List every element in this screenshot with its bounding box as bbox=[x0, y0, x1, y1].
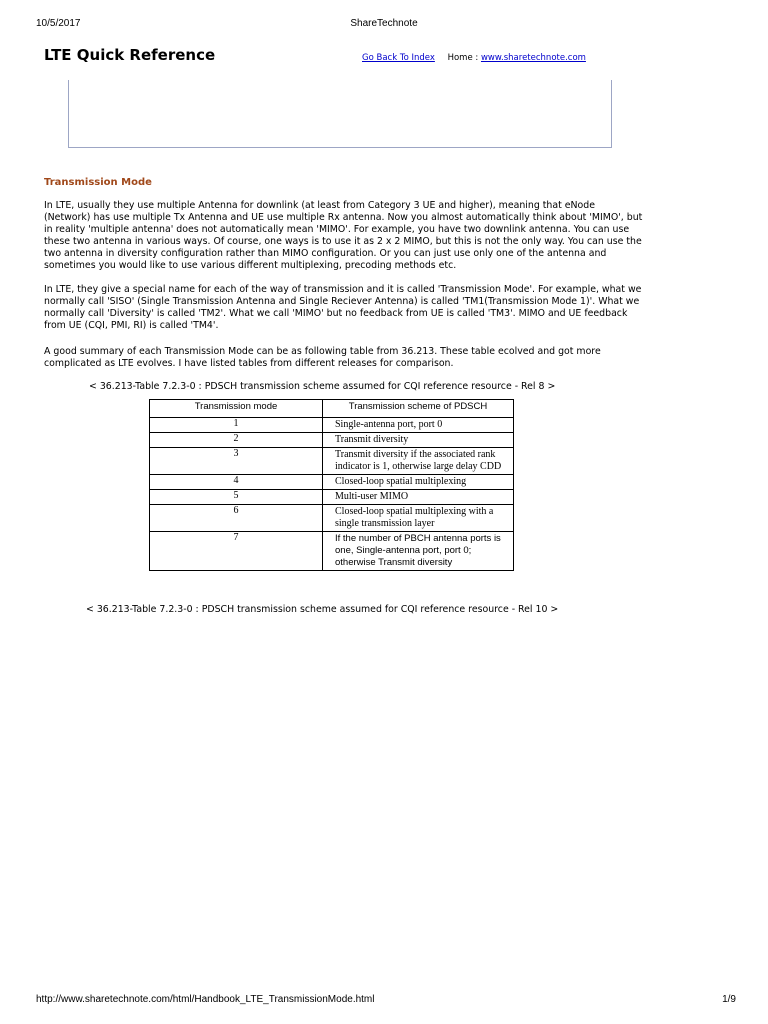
intro-paragraph: In LTE, usually they use multiple Antenna for downlink (at least from Category 3 UE and higher), meaning that eNode (Network) has use multiple Tx Antenna and UE use multiple Rx antenna. Now you almost automatically think about 'MIMO', but in reality 'multiple antenna' does not automatically mean 'MIMO'. For example, you have two downlink antenna. You can use these two antenna in various ways. Of course, one ways is to use it as 2 x 2 MIMO, but this is not the only way. You can use the two antenna in diversity configuration rather than MIMO configuration. Or you can just use only one of the antenna and sometimes you would like to use various different multiplexing, precoding methods etc. bbox=[44, 200, 643, 271]
table-row bbox=[150, 505, 514, 532]
table-header-scheme: Transmission scheme of PDSCH bbox=[323, 400, 514, 418]
table-cell-mode: 7 bbox=[150, 532, 323, 571]
table-cell-scheme: Closed-loop spatial multiplexing bbox=[323, 475, 514, 490]
table-row bbox=[150, 418, 514, 433]
table-caption-rel8: < 36.213-Table 7.2.3-0 : PDSCH transmission scheme assumed for CQI reference resource - Rel 8 > bbox=[89, 381, 556, 392]
table-row bbox=[150, 433, 514, 448]
table-cell-mode: 1 bbox=[150, 418, 323, 433]
table-cell-mode: 2 bbox=[150, 433, 323, 448]
transmission-mode-paragraph: In LTE, they give a special name for each of the way of transmission and it is called 'Transmission Mode'. For example, what we normally call 'SISO' (Single Transmission Antenna and Single Reciever Antenna) is called 'TM1(Transmission Mode 1)'. What we normally call 'Diversity' is called 'TM2'. What we call 'MIMO' but no feedback from UE is called 'TM3'. MIMO and UE feedback from UE (CQI, PMI, RI) is called 'TM4'. bbox=[44, 284, 642, 331]
page-title: LTE Quick Reference bbox=[44, 46, 216, 64]
section-heading: Transmission Mode bbox=[44, 177, 152, 188]
table-row bbox=[150, 448, 514, 475]
home-link[interactable]: www.sharetechnote.com bbox=[480, 53, 586, 63]
table-cell-scheme: Closed-loop spatial multiplexing with a single transmission layer bbox=[323, 505, 514, 532]
print-date: 10/5/2017 bbox=[36, 18, 81, 29]
print-footer-url: http://www.sharetechnote.com/html/Handbook_LTE_TransmissionMode.html bbox=[36, 994, 375, 1005]
table-row bbox=[150, 490, 514, 505]
table-row bbox=[150, 475, 514, 490]
print-page-number: 1/9 bbox=[722, 994, 736, 1005]
table-cell-mode: 6 bbox=[150, 505, 323, 532]
transmission-mode-table-rel8 bbox=[149, 399, 514, 571]
table-caption-rel10: < 36.213-Table 7.2.3-0 : PDSCH transmission scheme assumed for CQI reference resource - Rel 10 > bbox=[86, 604, 559, 615]
table-cell-scheme: If the number of PBCH antenna ports is one, Single-antenna port, port 0; otherwise Transmit diversity bbox=[323, 532, 514, 571]
table-cell-mode: 5 bbox=[150, 490, 323, 505]
table-cell-scheme: Multi-user MIMO bbox=[323, 490, 514, 505]
table-header-row bbox=[150, 400, 514, 418]
table-cell-mode: 3 bbox=[150, 448, 323, 475]
table-row bbox=[150, 532, 514, 571]
print-site-title: ShareTechnote bbox=[350, 18, 418, 29]
top-nav bbox=[362, 53, 586, 63]
table-cell-scheme: Transmit diversity bbox=[323, 433, 514, 448]
ad-frame bbox=[68, 80, 612, 148]
home-label: Home : bbox=[447, 53, 479, 63]
back-to-index-link[interactable]: Go Back To Index bbox=[362, 53, 435, 63]
table-cell-scheme: Transmit diversity if the associated rank indicator is 1, otherwise large delay CDD bbox=[323, 448, 514, 475]
table-header-mode: Transmission mode bbox=[150, 400, 323, 418]
table-cell-scheme: Single-antenna port, port 0 bbox=[323, 418, 514, 433]
summary-paragraph: A good summary of each Transmission Mode can be as following table from 36.213. These table ecolved and got more complicated as LTE evolves. I have listed tables from different releases for comparison. bbox=[44, 346, 601, 369]
table-cell-mode: 4 bbox=[150, 475, 323, 490]
